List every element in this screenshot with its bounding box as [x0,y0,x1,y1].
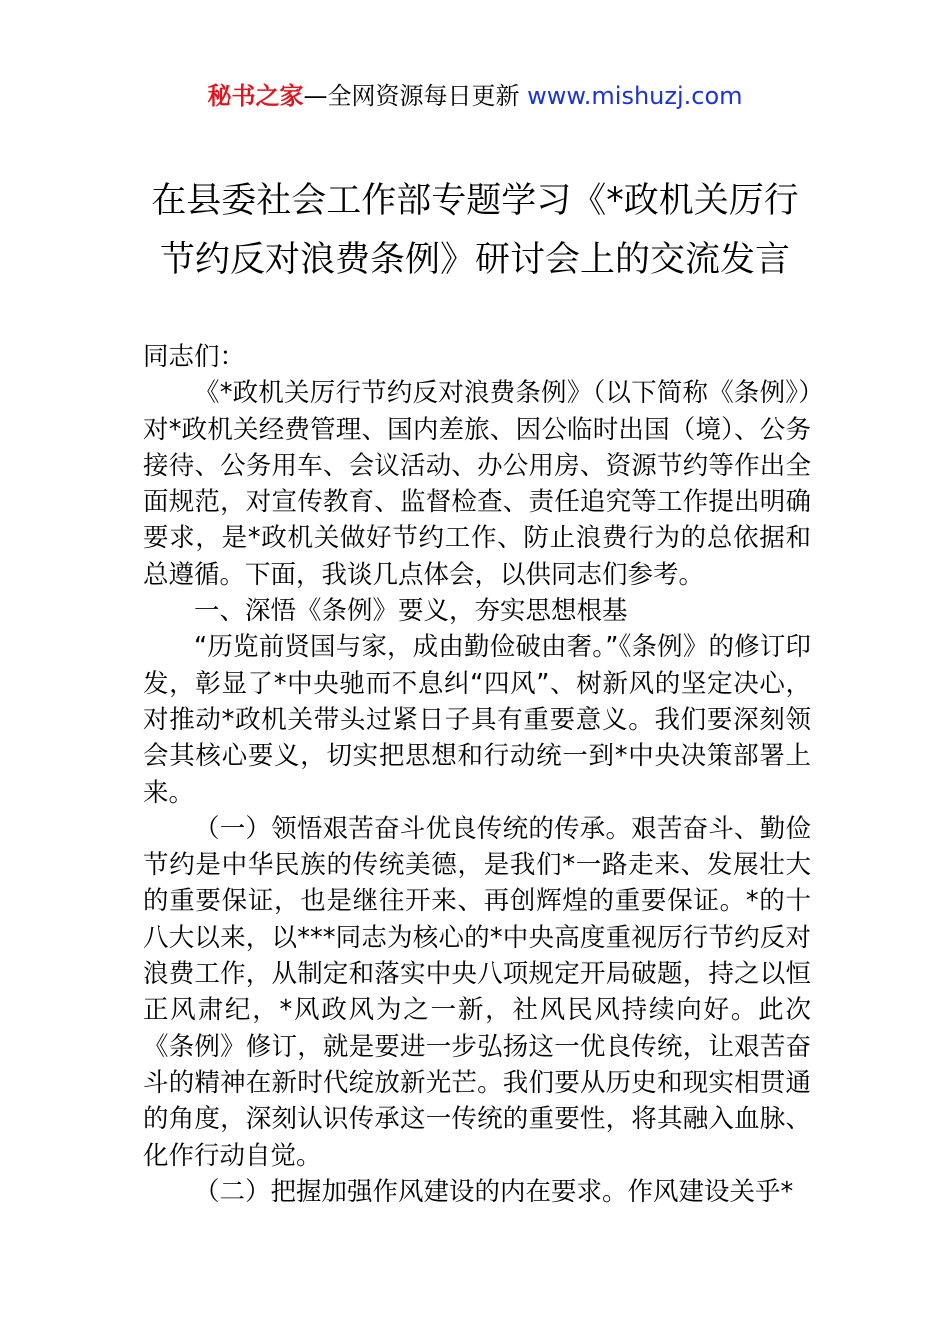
paragraph-intro: 《*政机关厉行节约反对浪费条例》（以下简称《条例》）对*政机关经费管理、国内差旅、因公临时出国（境）、公务接待、公务用车、会议活动、办公用房、资源节约等作出全面规范，对宣传教育、监督检查、责任追究等工作提出明确要求，是*政机关做好节约工作、防止浪费行为的总依据和总遵循。下面，我谈几点体会，以供同志们参考。 [143,378,811,590]
greeting: 同志们： [143,342,246,372]
section-heading-1: 一、深悟《条例》要义，夯实思想根基 [194,596,628,627]
document-title [100,172,850,290]
title-line-2: 节约反对浪费条例》研讨会上的交流发言 [159,240,790,280]
paragraph-section-1-intro: “历览前贤国与家，成由勤俭破由奢。”《条例》的修订印发，彰显了*中央驰而不息纠“四风”、树新风的坚定决心，对推动*政机关带头过紧日子具有重要意义。我们要深刻领会其核心要义，切实把思想和行动统一到*中央决策部署上来。 [143,632,811,808]
banner-tagline: —全网资源每日更新 [303,82,528,110]
title-line-1: 在县委社会工作部专题学习《*政机关厉行 [151,181,799,221]
site-banner [0,78,950,114]
brand-name: 秘书之家 [207,82,304,110]
paragraph-subsection-2: （二）把握加强作风建设的内在要求。作风建设关乎* [194,1176,794,1207]
document-body [143,339,811,1210]
paragraph-subsection-1: （一）领悟艰苦奋斗优良传统的传承。艰苦奋斗、勤俭节约是中华民族的传统美德，是我们*一路走来、发展壮大的重要保证，也是继往开来、再创辉煌的重要保证。*的十八大以来，以***同志为核心的*中央高度重视厉行节约反对浪费工作，从制定和落实中央八项规定开局破题，持之以恒正风肃纪，*风政风为之一新，社风民风持续向好。此次《条例》修订，就是要进一步弘扬这一优良传统，让艰苦奋斗的精神在新时代绽放新光芒。我们要从历史和现实相贯通的角度，深刻认识传承这一传统的重要性，将其融入血脉、化作行动自觉。 [143,813,811,1171]
site-url-link[interactable]: www.mishuzj.com [527,82,743,110]
